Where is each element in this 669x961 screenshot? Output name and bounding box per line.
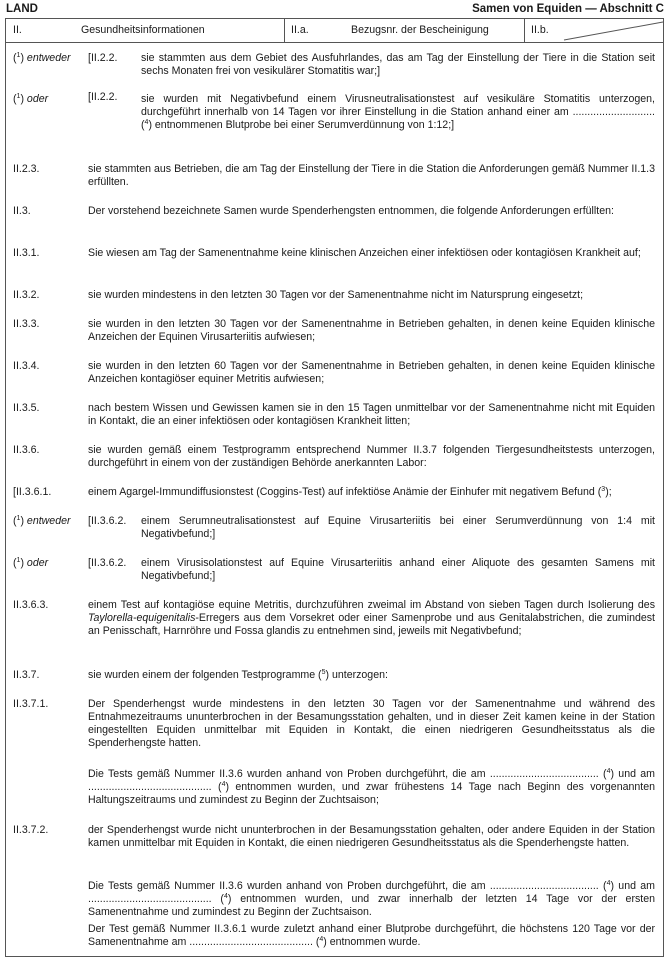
clause-subtext: Der Test gemäß Nummer II.3.6.1 wurde zuletzt anhand einer Blutprobe durchgeführt, die höchstens 120 Tage vor der Samenentnahme am .......................................... ($^4$) entnommen wurde. [88,923,655,948]
clause-text: einem Agargel-Immundiffusionstest (Coggins-Test) auf infektiöse Anämie der Einhufer mit negativem Befund ($^3$); [88,486,612,498]
ref-b-strike-line [524,19,664,42]
alternative-marker: ($^1$) entweder [13,515,71,527]
health-information-box [5,42,664,957]
clause-number: II.3.6.3. [13,599,49,611]
certificate-header-row [5,18,664,42]
clause-text: sie wurden einem der folgenden Testprogramme ($^5$) unterzogen: [88,669,388,681]
clause-number: [II.2.2. [88,91,118,103]
clause-number: II.3.5. [13,402,40,414]
clause-number: II.3.7.1. [13,698,49,710]
clause-number: [II.2.2. [88,52,118,64]
clause-text: Der Spenderhengst wurde mindestens in den letzten 30 Tagen vor der Samenentnahme und während des Entnahmezeitraums ununterbrochen in der Besamungsstation gehalten, und in dieser Zeit kamen keine in der Station eingestellten Equiden unmittelbar mit Equiden in Kontakt, die einen niedrigeren Gesundheitsstatus als die Spenderhengste hatten. [88,698,655,749]
country-label: LAND [6,3,38,15]
ref-b-number: II.b. [531,24,549,36]
clause-text: sie stammten aus dem Gebiet des Ausfuhrlandes, das am Tag der Einstellung der Tiere in die Station seit sechs Monaten frei von vesikulärer Stomatitis war;] [141,52,655,77]
clause-text: sie wurden mit Negativbefund einem Virusneutralisationstest auf vesikuläre Stomatitis unterzogen, durchgeführt innerhalb von 14 Tagen vor ihrer Einstellung in die Station anhand einer am ............................ ($^4$) entnommenen Blutprobe bei einer Serumverdünnung von 1:12;] [141,93,655,131]
clause-number: II.3.4. [13,360,40,372]
clause-number: II.3.7.2. [13,824,49,836]
clause-text: einem Serumneutralisationstest auf Equine Virusarteriitis bei einer Serumverdünnung von 1:4 mit Negativbefund;] [141,515,655,540]
clause-text: sie wurden in den letzten 30 Tagen vor der Samenentnahme in Betrieben gehalten, in denen keine Equiden klinische Anzeichen der Equinen Virusarteriitis aufwiesen; [88,318,655,343]
clause-number: [II.3.6.2. [88,557,127,569]
clause-text: sie wurden mindestens in den letzten 30 Tagen vor der Samenentnahme nicht im Natursprung eingesetzt; [88,289,584,301]
clause-text: einem Virusisolationstest auf Equine Virusarteriitis anhand einer Aliquote des gesamten Samens mit Negativbefund;] [141,557,655,582]
clause-text: Der vorstehend bezeichnete Samen wurde Spenderhengsten entnommen, die folgende Anforderungen erfüllten: [88,205,614,217]
ref-a-number: II.a. [291,24,309,36]
alternative-marker: ($^1$) oder [13,93,49,105]
clause-subtext: Die Tests gemäß Nummer II.3.6 wurden anhand von Proben durchgeführt, die am ..................................... ($^4$) und am .......................................... ($^4$) entnommen wurden, und zwar frühestens 14 Tage nach Beginn des vorgenannten Haltungszeitraums und zumindest zu Beginn der Zuchtsaison; [88,768,655,806]
page-top-line [6,3,664,17]
alternative-marker: ($^1$) entweder [13,52,71,64]
clause-number: II.3.1. [13,247,40,259]
pathogen-name: Taylorella-equigenitalis [88,612,196,624]
clause-number: II.3.7. [13,669,40,681]
part-title: Gesundheitsinformationen [81,24,205,36]
clause-text: nach bestem Wissen und Gewissen kamen sie in den 15 Tagen unmittelbar vor der Samenentnahme nicht mit Equiden in Kontakt, die an einer infektiösen oder kontagiösen Krankheit litten; [88,402,655,427]
clause-number: [II.3.6.2. [88,515,127,527]
clause-text: einem Test auf kontagiöse equine Metritis, durchzuführen zweimal im Abstand von sieben Tagen durch Isolierung des Taylorella-equigenitalis-Erregers aus dem Vorsekret oder einer Samenprobe und aus Genitalabstrichen, die zumindest an Penisschaft, Harnröhre und Fossa glandis zu entnehmen sind, jeweils mit Negativbefund; [88,599,655,637]
alternative-marker: ($^1$) oder [13,557,49,569]
clause-subtext: Die Tests gemäß Nummer II.3.6 wurden anhand von Proben durchgeführt, die am ..................................... ($^4$) und am .......................................... ($^4$) entnommen wurden, und zwar innerhalb der letzten 14 Tage vor der ersten Samenentnahme und zumindest zu Beginn der Zuchtsaison. [88,880,655,918]
header-divider [284,19,285,42]
section-title: Samen von Equiden — Abschnitt C [472,3,664,15]
clause-number: II.3. [13,205,31,217]
clause-text: sie wurden in den letzten 60 Tagen vor der Samenentnahme in Betrieben gehalten, in denen keine Equiden klinische Anzeichen kontagiöser equiner Metritis aufwiesen; [88,360,655,385]
clause-text: Sie wiesen am Tag der Samenentnahme keine klinischen Anzeichen einer infektiösen oder kontagiösen Krankheit auf; [88,247,641,259]
clause-text: der Spenderhengst wurde nicht ununterbrochen in der Besamungsstation gehalten, oder andere Equiden in der Station kamen unmittelbar mit Equiden in Kontakt, die einen niedrigeren Gesundheitsstatus als die Spenderhengste hatten. [88,824,655,849]
clause-text: sie wurden gemäß einem Testprogramm entsprechend Nummer II.3.7 folgenden Tiergesundheitstests unterzogen, durchgeführt in einem von der zuständigen Behörde anerkannten Labor: [88,444,655,469]
clause-number: [II.3.6.1. [13,486,52,498]
clause-number: II.2.3. [13,163,40,175]
clause-text: sie stammten aus Betrieben, die am Tag der Einstellung der Tiere in die Station die Anforderungen gemäß Nummer II.1.3 erfüllten. [88,163,655,188]
clause-number: II.3.6. [13,444,40,456]
clause-number: II.3.2. [13,289,40,301]
ref-a-label: Bezugsnr. der Bescheinigung [351,24,489,36]
part-number: II. [13,24,22,36]
clause-number: II.3.3. [13,318,40,330]
